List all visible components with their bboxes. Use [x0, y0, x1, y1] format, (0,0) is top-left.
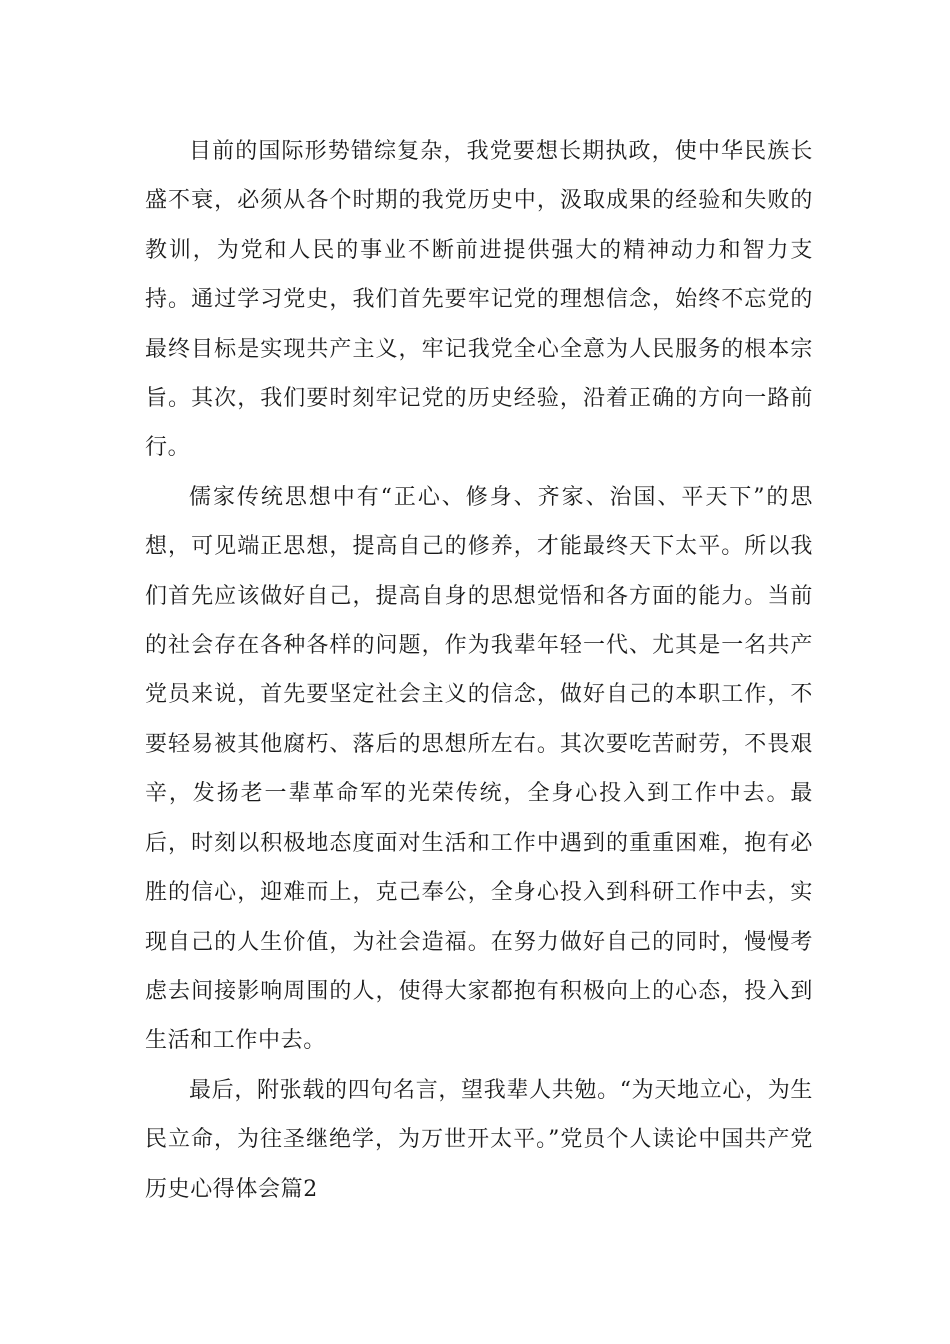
document-page [145, 127, 813, 1214]
paragraph-3: 最后，附张载的四句名言，望我辈人共勉。“为天地立心，为生民立命，为往圣继绝学，为万世开太平。”党员个人读论中国共产党历史心得体会篇2 [145, 1077, 813, 1202]
paragraph-2: 儒家传统思想中有“正心、修身、齐家、治国、平天下”的思想，可见端正思想，提高自己的修养，才能最终天下太平。所以我们首先应该做好自己，提高自身的思想觉悟和各方面的能力。当前的社会存在各种各样的问题，作为我辈年轻一代、尤其是一名共产党员来说，首先要坚定社会主义的信念，做好自己的本职工作，不要轻易被其他腐朽、落后的思想所左右。其次要吃苦耐劳，不畏艰辛，发扬老一辈革命军的光荣传统，全身心投入到工作中去。最后，时刻以积极地态度面对生活和工作中遇到的重重困难，抱有必胜的信心，迎难而上，克己奉公，全身心投入到科研工作中去，实现自己的人生价值，为社会造福。在努力做好自己的同时，慢慢考虑去间接影响周围的人，使得大家都抱有积极向上的心态，投入到生活和工作中去。 [145, 484, 813, 1054]
paragraph-1: 目前的国际形势错综复杂，我党要想长期执政，使中华民族长盛不衰，必须从各个时期的我党历史中，汲取成果的经验和失败的教训，为党和人民的事业不断前进提供强大的精神动力和智力支持。通过学习党史，我们首先要牢记党的理想信念，始终不忘党的最终目标是实现共产主义，牢记我党全心全意为人民服务的根本宗旨。其次，我们要时刻牢记党的历史经验，沿着正确的方向一路前行。 [145, 139, 813, 461]
